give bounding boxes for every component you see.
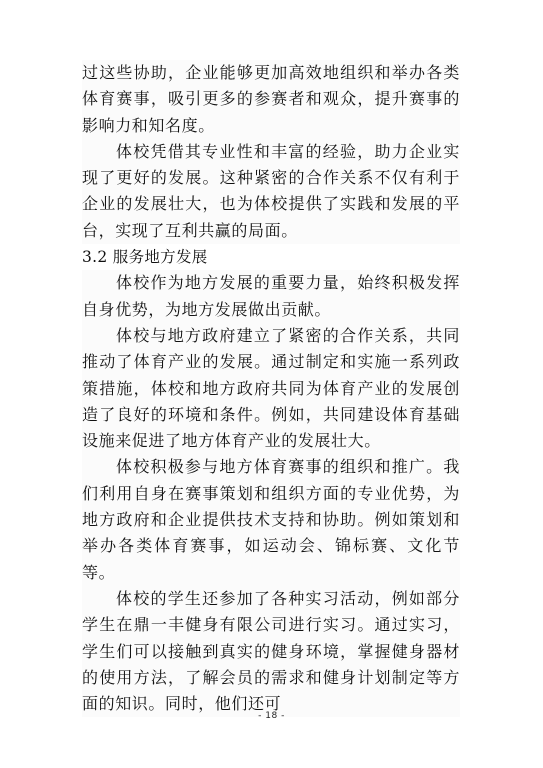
paragraph-local-role: 体校作为地方发展的重要力量，始终积极发挥自身优势，为地方发展做出贡献。: [82, 270, 460, 323]
paragraph-event-organization: 体校积极参与地方体育赛事的组织和推广。我们利用自身在赛事策划和组织方面的专业优势，为地方政府和企业提供技术支持和协助。例如策划和举办各类体育赛事，如运动会、锦标赛、文化节等。: [82, 454, 460, 585]
paragraph-continuation: 过这些协助，企业能够更加高效地组织和举办各类体育赛事，吸引更多的参赛者和观众，提升赛事的影响力和知名度。: [82, 60, 460, 139]
page-number: - 18 -: [258, 711, 285, 721]
paragraph-government-cooperation: 体校与地方政府建立了紧密的合作关系，共同推动了体育产业的发展。通过制定和实施一系列政策措施，体校和地方政府共同为体育产业的发展创造了良好的环境和条件。例如，共同建设体育基础设施来促进了地方体育产业的发展壮大。: [82, 323, 460, 454]
page-body: [82, 60, 460, 717]
section-heading: 3.2 服务地方发展: [82, 244, 460, 270]
paragraph-student-internship: 体校的学生还参加了各种实习活动，例如部分学生在鼎一丰健身有限公司进行实习。通过实习，学生们可以接触到真实的健身环境，掌握健身器材的使用方法，了解会员的需求和健身计划制定等方面的知识。同时，他们还可: [82, 586, 460, 717]
paragraph-cooperation-summary: 体校凭借其专业性和丰富的经验，助力企业实现了更好的发展。这种紧密的合作关系不仅有利于企业的发展壮大，也为体校提供了实践和发展的平台，实现了互利共赢的局面。: [82, 139, 460, 244]
